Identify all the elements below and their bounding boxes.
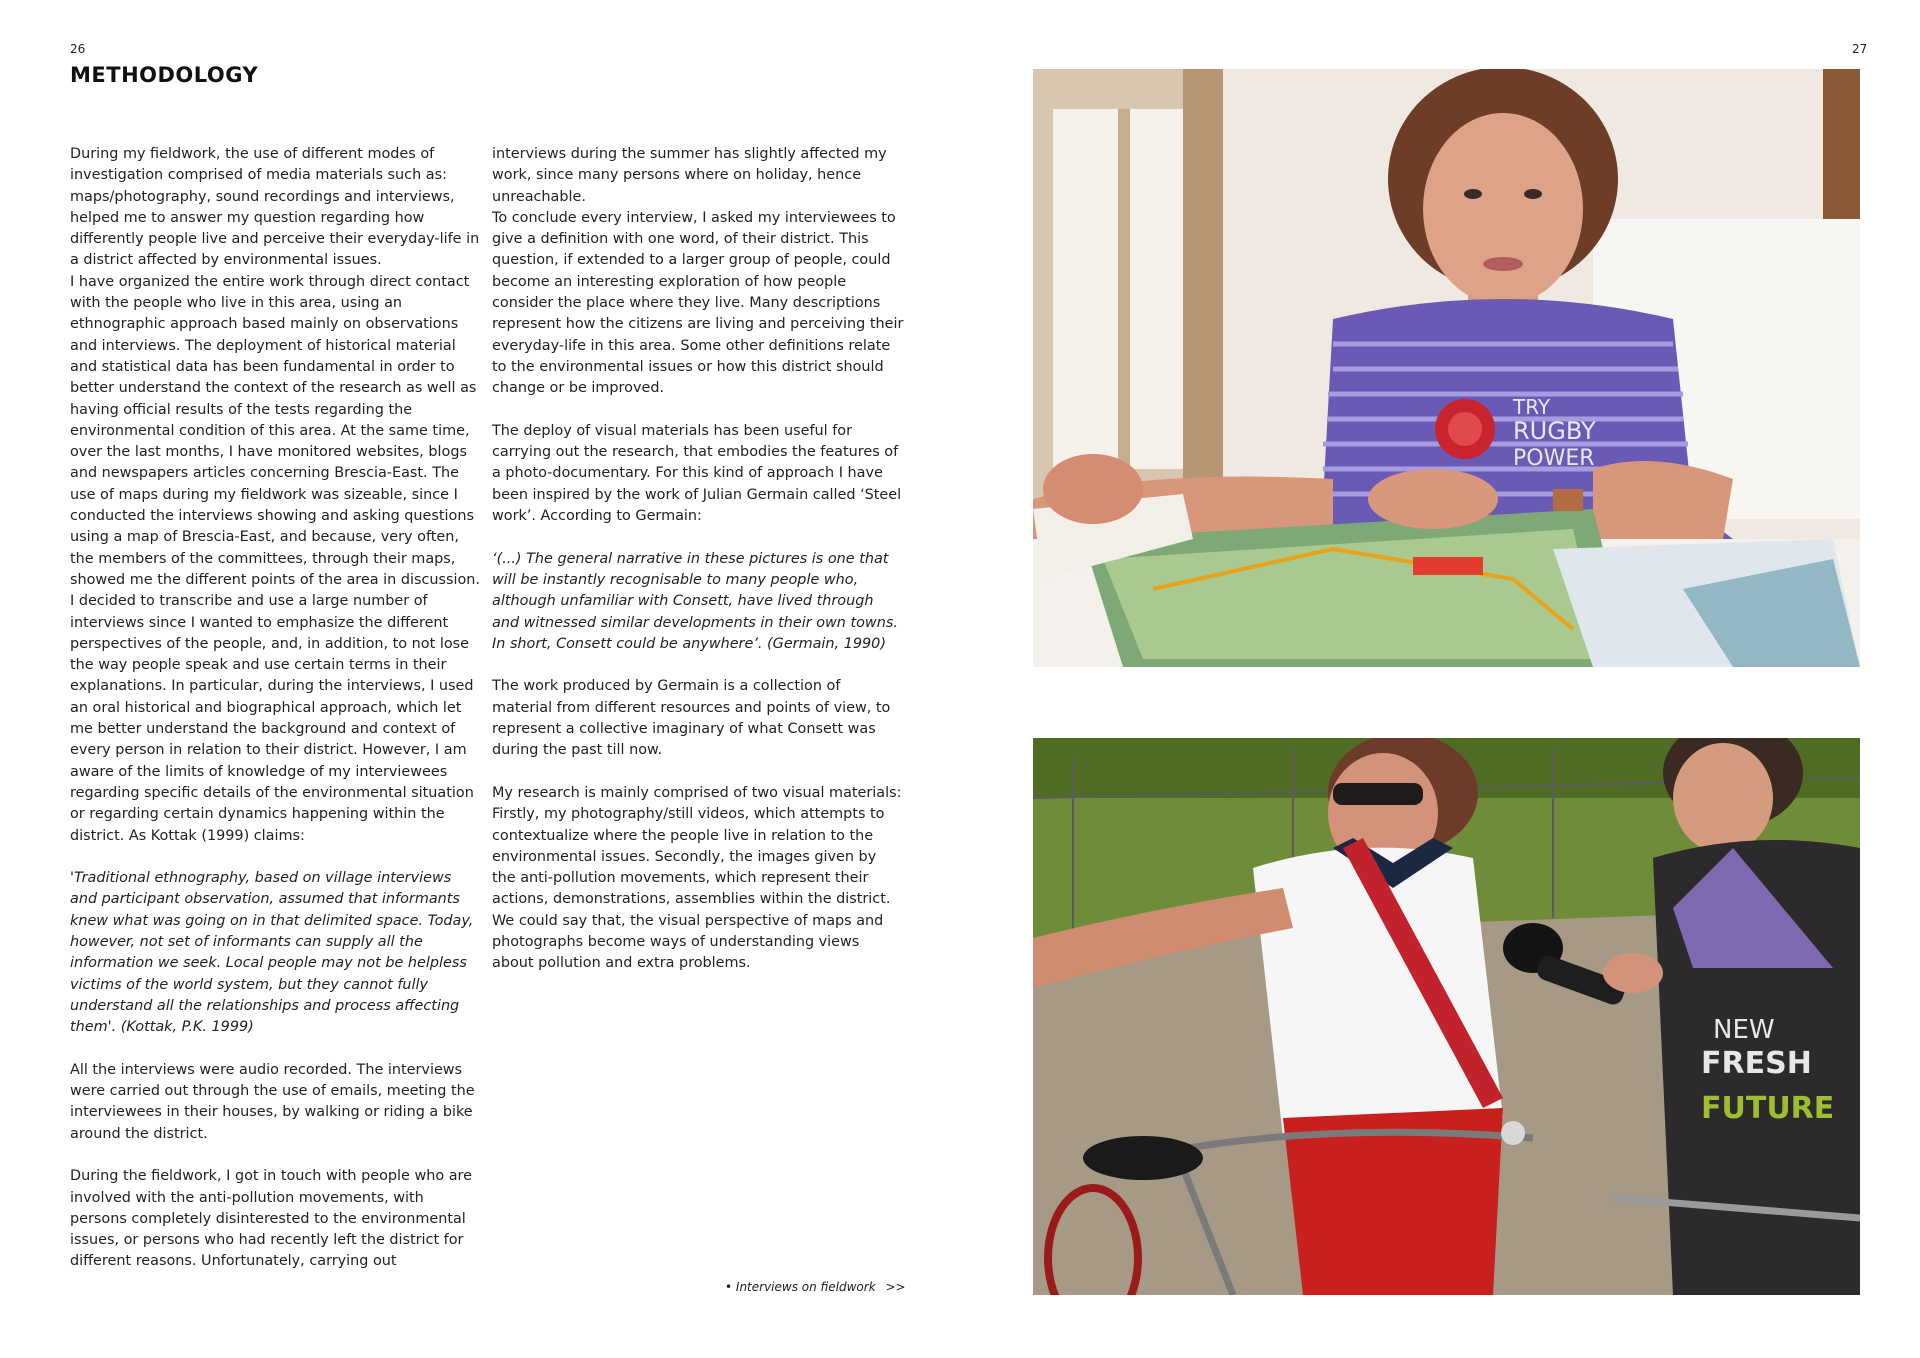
page-number-left: 26 [70, 42, 86, 56]
photo-interview-bike [1033, 738, 1860, 1295]
caption-arrow: >> [885, 1280, 906, 1294]
paragraph: I have organized the entire work through direct contact with the people who live in this area, using an ethnographic approach based mainly on observations and interviews. The deployment of historical material and statistical data has been fundamental in order to better understand the context of the research as well as having official results of the tests regarding the environmental condition of this area. At the same time, over the last months, I have monitored websites, blogs and newspapers articles concerning Brescia-East. The use of maps during my fieldwork was sizeable, since I conducted the interviews showing and asking questions using a map of Brescia-East, and because, very often, the members of the committees, through their maps, showed me the different points of the area in discussion. I decided to transcribe and use a large number of interviews since I wanted to emphasize the different perspectives of the people, and, in addition, to not lose the way people speak and use certain terms in their explanations. In particular, during the interviews, I used an oral historical and biographical approach, which let me better understand the background and context of every person in relation to their district. However, I am aware of the limits of knowledge of my interviewees regarding specific details of the environmental situation or regarding certain dynamics happening within the district. As Kottak (1999) claims: [70, 273, 481, 844]
paragraph: During my fieldwork, the use of different modes of investigation comprised of media materials such as: maps/photography, sound recordings and interviews, helped me to answer my question regarding how differently people live and perceive their everyday-life in a district affected by environmental issues. [70, 146, 480, 269]
paragraph: interviews during the summer has slightly affected my work, since many persons where on holiday, hence unreachable. [492, 146, 887, 205]
shirt-print-line2: FRESH [1701, 1046, 1812, 1081]
paragraph: All the interviews were audio recorded. The interviews were carried out through the use of emails, meeting the interviewees in their houses, by walking or riding a bike around the district. [70, 1061, 475, 1142]
block-quote: 'Traditional ethnography, based on village interviews and participant observation, assumed that informants knew what was going on in that delimited space. Today, however, not set of informants can supply all the information we seek. Local people may not be helpless victims of the world system, but they cannot fully understand all the relationships and process affecting them'. (Kottak, P.K. 1999) [70, 870, 474, 1036]
page-number-right: 27 [1852, 42, 1868, 56]
photo-interview-table-illustration [1033, 69, 1860, 667]
text-column-left [70, 144, 482, 1273]
shirt-print-line3: FUTURE [1701, 1091, 1835, 1126]
shirt-print-line1: TRY [1513, 395, 1551, 419]
page-title: METHODOLOGY [70, 63, 259, 87]
photo-interview-bike-illustration [1033, 738, 1860, 1295]
photo-caption [725, 1280, 906, 1294]
shirt-print-line3: POWER [1513, 446, 1595, 471]
paragraph: The work produced by Germain is a collection of material from different resources and points of view, to represent a collective imaginary of what Consett was during the past till now. [492, 678, 891, 759]
text-column-right [492, 144, 904, 975]
photo-interview-table [1033, 69, 1860, 667]
paragraph: During the fieldwork, I got in touch with people who are involved with the anti-pollution movements, with persons completely disinterested to the environmental issues, or persons who had recently left the district for different reasons. Unfortunately, carrying out [70, 1168, 473, 1270]
caption-text: Interviews on fieldwork [735, 1280, 876, 1294]
caption-bullet: • [725, 1280, 733, 1294]
block-quote: ‘(...) The general narrative in these pictures is one that will be instantly recognisable to many people who, although unfamiliar with Consett, have lived through and witnessed similar developments in their own towns. In short, Consett could be anywhere’. (Germain, 1990) [492, 550, 898, 652]
shirt-print-line2: RUGBY [1513, 417, 1596, 445]
paragraph: My research is mainly comprised of two visual materials: Firstly, my photography/still videos, which attempts to contextualize where the people live in relation to the environmental issues. Secondly, the images given by the anti-pollution movements, which represent their actions, demonstrations, assemblies within the district. We could say that, the visual perspective of maps and photographs become ways of understanding views about pollution and extra problems. [492, 784, 902, 972]
paragraph: To conclude every interview, I asked my interviewees to give a definition with one word, of their district. This question, if extended to a larger group of people, could become an interesting exploration of how people consider the place where they live. Many descriptions represent how the citizens are living and perceiving their everyday-life in this area. Some other definitions relate to the environmental issues or how this district should change or be improved. [492, 209, 904, 397]
shirt-print-line1: NEW [1713, 1015, 1775, 1045]
paragraph: The deploy of visual materials has been useful for carrying out the research, that embodies the features of a photo-documentary. For this kind of approach I have been inspired by the work of Julian Germain called ‘Steel work’. According to Germain: [492, 422, 902, 525]
